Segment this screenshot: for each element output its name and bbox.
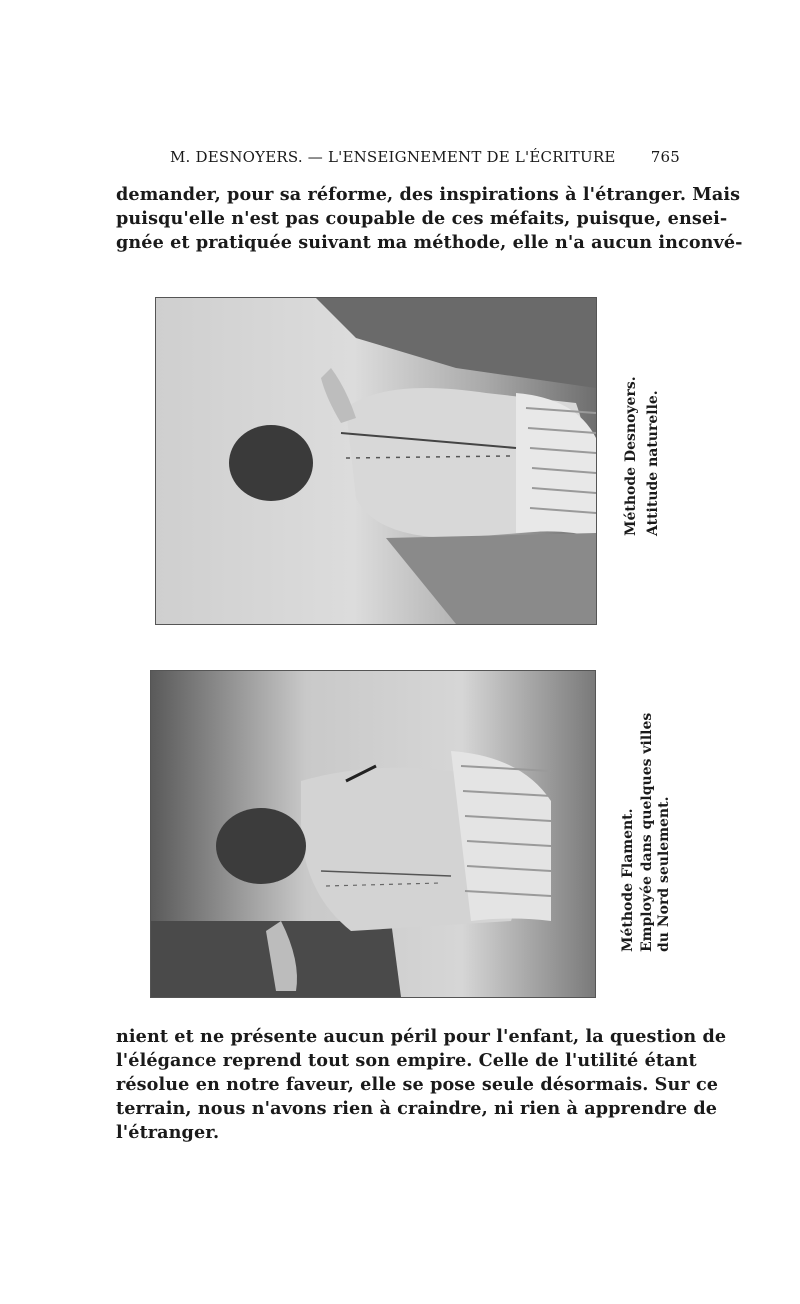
text-line: résolue en notre faveur, elle se pose seule désormais. Sur ce xyxy=(116,1074,719,1095)
caption-flament xyxy=(620,713,673,952)
caption-title: Méthode Desnoyers. xyxy=(623,376,639,536)
text-line: terrain, nous n'avons rien à craindre, ni rien à apprendre de xyxy=(116,1098,718,1119)
caption-title: Méthode Flament. xyxy=(620,808,636,952)
photo-illustration xyxy=(156,298,596,624)
photo-flament-method xyxy=(150,670,596,998)
text-line: puisqu'elle n'est pas coupable de ces méfaits, puisque, ensei- xyxy=(116,208,728,229)
caption-subtitle: Attitude naturelle. xyxy=(645,390,661,536)
running-head-title: M. DESNOYERS. — L'ENSEIGNEMENT DE L'ÉCRITURE xyxy=(170,148,616,166)
text-line: nient et ne présente aucun péril pour l'enfant, la question de xyxy=(116,1026,727,1047)
photo-illustration xyxy=(151,671,595,997)
page-number: 765 xyxy=(650,148,680,166)
body-paragraph-top xyxy=(116,183,743,255)
text-line: gnée et pratiquée suivant ma méthode, elle n'a aucun inconvé- xyxy=(116,232,743,253)
text-line: l'élégance reprend tout son empire. Celle de l'utilité étant xyxy=(116,1050,697,1071)
text-line: demander, pour sa réforme, des inspirations à l'étranger. Mais xyxy=(116,184,741,205)
caption-subtitle: du Nord seulement. xyxy=(656,796,672,952)
caption-desnoyers xyxy=(620,376,664,536)
caption-subtitle: Employée dans quelques villes xyxy=(639,712,655,952)
body-paragraph-bottom xyxy=(116,1025,727,1145)
photo-desnoyers-method xyxy=(155,297,597,625)
text-line: l'étranger. xyxy=(116,1122,220,1143)
